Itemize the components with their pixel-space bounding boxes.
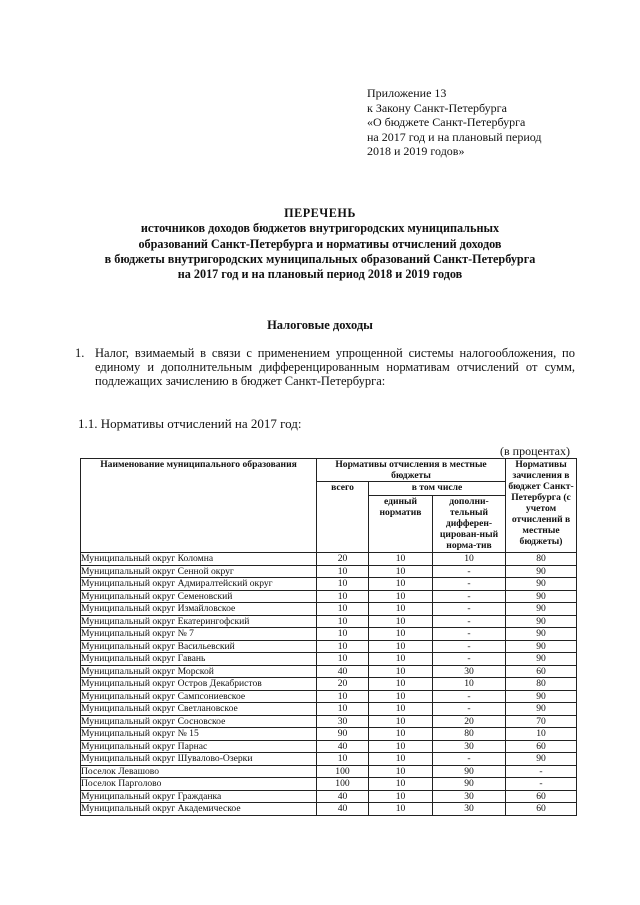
spb-budget-value: 80 xyxy=(506,678,577,691)
additional-norm-value: - xyxy=(433,565,506,578)
total-value: 40 xyxy=(317,665,369,678)
table-row xyxy=(81,565,577,578)
list-item-text: Налог, взимаемый в связи с применением упрощенной системы налогообложения, по единому и дополнительным дифференцированным нормативам отчислений от сумм, подлежащих зачислению в бюджет Санкт-Петербурга: xyxy=(95,346,575,388)
additional-norm-value: 30 xyxy=(433,740,506,753)
table-row xyxy=(81,603,577,616)
single-norm-value: 10 xyxy=(369,678,433,691)
table-row xyxy=(81,615,577,628)
municipality-name: Муниципальный округ Остров Декабристов xyxy=(81,678,317,691)
table-row xyxy=(81,653,577,666)
single-norm-value: 10 xyxy=(369,628,433,641)
appendix-line: к Закону Санкт-Петербурга xyxy=(367,100,507,115)
title-line: в бюджеты внутригородских муниципальных образований Санкт-Петербурга xyxy=(104,251,536,266)
list-item-number: 1. xyxy=(75,346,85,360)
municipality-name: Муниципальный округ Адмиралтейский округ xyxy=(81,578,317,591)
appendix-line: 2018 и 2019 годов» xyxy=(367,144,465,158)
table-row xyxy=(81,578,577,591)
spb-budget-value: - xyxy=(506,765,577,778)
additional-norm-value: - xyxy=(433,703,506,716)
single-norm-value: 10 xyxy=(369,803,433,816)
spb-budget-value: 70 xyxy=(506,715,577,728)
municipality-name: Муниципальный округ Академическое xyxy=(81,803,317,816)
municipality-name: Муниципальный округ Екатерингофский xyxy=(81,615,317,628)
header-name: Наименование муниципального образования xyxy=(81,459,317,553)
municipality-name: Муниципальный округ Парнас xyxy=(81,740,317,753)
spb-budget-value: - xyxy=(506,778,577,791)
additional-norm-value: 20 xyxy=(433,715,506,728)
table-row xyxy=(81,590,577,603)
municipality-name: Муниципальный округ Васильевский xyxy=(81,640,317,653)
total-value: 20 xyxy=(317,553,369,566)
additional-norm-value: 90 xyxy=(433,765,506,778)
single-norm-value: 10 xyxy=(369,740,433,753)
municipality-name: Муниципальный округ Семеновский xyxy=(81,590,317,603)
table-row xyxy=(81,640,577,653)
additional-norm-value: - xyxy=(433,603,506,616)
appendix-line: на 2017 год и на плановый период xyxy=(367,129,542,144)
norms-table xyxy=(80,458,577,816)
total-value: 10 xyxy=(317,640,369,653)
municipality-name: Поселок Левашово xyxy=(81,765,317,778)
total-value: 100 xyxy=(317,765,369,778)
single-norm-value: 10 xyxy=(369,665,433,678)
spb-budget-value: 90 xyxy=(506,628,577,641)
spb-budget-value: 90 xyxy=(506,615,577,628)
table-row xyxy=(81,740,577,753)
table-row xyxy=(81,778,577,791)
single-norm-value: 10 xyxy=(369,578,433,591)
single-norm-value: 10 xyxy=(369,615,433,628)
municipality-name: Муниципальный округ Коломна xyxy=(81,553,317,566)
municipality-name: Муниципальный округ № 15 xyxy=(81,728,317,741)
additional-norm-value: 30 xyxy=(433,790,506,803)
additional-norm-value: - xyxy=(433,628,506,641)
table-row xyxy=(81,715,577,728)
total-value: 40 xyxy=(317,740,369,753)
total-value: 10 xyxy=(317,603,369,616)
additional-norm-value: 10 xyxy=(433,553,506,566)
table-row xyxy=(81,790,577,803)
appendix-header xyxy=(367,86,542,159)
single-norm-value: 10 xyxy=(369,590,433,603)
additional-norm-value: - xyxy=(433,690,506,703)
header-local-budgets: Нормативы отчисления в местные бюджеты xyxy=(317,459,506,482)
table-row xyxy=(81,803,577,816)
additional-norm-value: - xyxy=(433,753,506,766)
single-norm-value: 10 xyxy=(369,553,433,566)
single-norm-value: 10 xyxy=(369,640,433,653)
single-norm-value: 10 xyxy=(369,765,433,778)
spb-budget-value: 10 xyxy=(506,728,577,741)
municipality-name: Муниципальный округ № 7 xyxy=(81,628,317,641)
additional-norm-value: - xyxy=(433,615,506,628)
spb-budget-value: 60 xyxy=(506,665,577,678)
table-row xyxy=(81,765,577,778)
additional-norm-value: 30 xyxy=(433,665,506,678)
subsection-heading: 1.1. Нормативы отчислений на 2017 год: xyxy=(78,416,302,431)
single-norm-value: 10 xyxy=(369,690,433,703)
additional-norm-value: - xyxy=(433,653,506,666)
additional-norm-value: 80 xyxy=(433,728,506,741)
title-line: источников доходов бюджетов внутригородских муниципальных xyxy=(140,221,500,236)
table-row xyxy=(81,553,577,566)
spb-budget-value: 80 xyxy=(506,553,577,566)
total-value: 10 xyxy=(317,578,369,591)
additional-norm-value: - xyxy=(433,578,506,591)
single-norm-value: 10 xyxy=(369,728,433,741)
municipality-name: Муниципальный округ Сампсониевское xyxy=(81,690,317,703)
total-value: 20 xyxy=(317,678,369,691)
single-norm-value: 10 xyxy=(369,653,433,666)
spb-budget-value: 90 xyxy=(506,603,577,616)
list-item-1 xyxy=(75,346,575,388)
table-row xyxy=(81,703,577,716)
total-value: 10 xyxy=(317,653,369,666)
appendix-number: Приложение 13 xyxy=(367,86,447,100)
municipality-name: Муниципальный округ Светлановское xyxy=(81,703,317,716)
additional-norm-value: - xyxy=(433,590,506,603)
unit-note: (в процентах) xyxy=(500,444,570,458)
table-row xyxy=(81,753,577,766)
total-value: 40 xyxy=(317,803,369,816)
title-line: на 2017 год и на плановый период 2018 и 2019 годов xyxy=(177,267,463,282)
total-value: 30 xyxy=(317,715,369,728)
total-value: 10 xyxy=(317,590,369,603)
single-norm-value: 10 xyxy=(369,790,433,803)
spb-budget-value: 60 xyxy=(506,803,577,816)
total-value: 10 xyxy=(317,615,369,628)
additional-norm-value: - xyxy=(433,640,506,653)
section-heading: Налоговые доходы xyxy=(267,318,373,332)
single-norm-value: 10 xyxy=(369,603,433,616)
municipality-name: Муниципальный округ Гражданка xyxy=(81,790,317,803)
spb-budget-value: 60 xyxy=(506,790,577,803)
total-value: 10 xyxy=(317,753,369,766)
municipality-name: Поселок Парголово xyxy=(81,778,317,791)
spb-budget-value: 90 xyxy=(506,690,577,703)
table-row xyxy=(81,628,577,641)
header-spb-budget: Нормативы зачисления в бюджет Санкт-Петербурга (с учетом отчислений в местные бюджеты) xyxy=(506,459,577,553)
table-row xyxy=(81,728,577,741)
total-value: 10 xyxy=(317,703,369,716)
total-value: 100 xyxy=(317,778,369,791)
spb-budget-value: 90 xyxy=(506,578,577,591)
table-row xyxy=(81,678,577,691)
spb-budget-value: 90 xyxy=(506,703,577,716)
header-total: всего xyxy=(317,482,369,553)
spb-budget-value: 90 xyxy=(506,653,577,666)
spb-budget-value: 60 xyxy=(506,740,577,753)
single-norm-value: 10 xyxy=(369,715,433,728)
spb-budget-value: 90 xyxy=(506,640,577,653)
municipality-name: Муниципальный округ Сенной округ xyxy=(81,565,317,578)
spb-budget-value: 90 xyxy=(506,753,577,766)
single-norm-value: 10 xyxy=(369,753,433,766)
municipality-name: Муниципальный округ Сосновское xyxy=(81,715,317,728)
total-value: 10 xyxy=(317,565,369,578)
table-row xyxy=(81,665,577,678)
header-including: в том числе xyxy=(369,482,506,496)
municipality-name: Муниципальный округ Морской xyxy=(81,665,317,678)
municipality-name: Муниципальный округ Гавань xyxy=(81,653,317,666)
total-value: 40 xyxy=(317,790,369,803)
single-norm-value: 10 xyxy=(369,778,433,791)
table-row xyxy=(81,690,577,703)
municipality-name: Муниципальный округ Измайловское xyxy=(81,603,317,616)
additional-norm-value: 10 xyxy=(433,678,506,691)
title-heading: ПЕРЕЧЕНЬ xyxy=(284,206,356,220)
header-single-norm: единый норматив xyxy=(369,496,433,553)
total-value: 10 xyxy=(317,628,369,641)
title-line: образований Санкт-Петербурга и нормативы отчислений доходов xyxy=(138,236,502,251)
spb-budget-value: 90 xyxy=(506,590,577,603)
municipality-name: Муниципальный округ Шувалово-Озерки xyxy=(81,753,317,766)
spb-budget-value: 90 xyxy=(506,565,577,578)
single-norm-value: 10 xyxy=(369,703,433,716)
total-value: 10 xyxy=(317,690,369,703)
header-additional-norm: дополни-тельный дифферен-цирован-ный норма-тив xyxy=(433,496,506,553)
appendix-line: «О бюджете Санкт-Петербурга xyxy=(367,115,526,129)
additional-norm-value: 90 xyxy=(433,778,506,791)
document-title xyxy=(60,206,580,282)
additional-norm-value: 30 xyxy=(433,803,506,816)
single-norm-value: 10 xyxy=(369,565,433,578)
total-value: 90 xyxy=(317,728,369,741)
